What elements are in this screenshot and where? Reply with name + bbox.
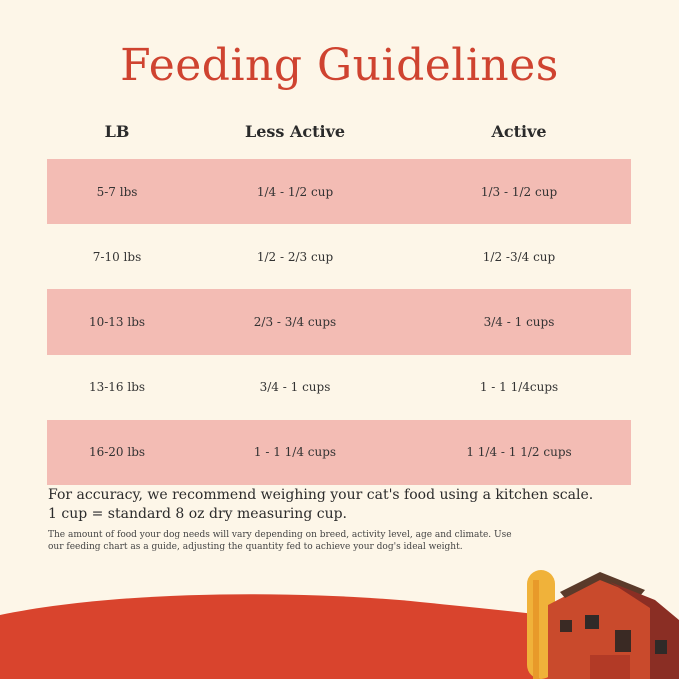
- table-header: [47, 122, 631, 150]
- weight-cell: 13-16 lbs: [88, 380, 146, 395]
- header-less-active: Less Active: [244, 122, 346, 141]
- weight-cell: 10-13 lbs: [88, 314, 146, 329]
- accuracy-note-line1: For accuracy, we recommend weighing your cat's food using a kitchen scale.: [48, 487, 594, 503]
- less-active-cell: 1 - 1 1/4 cups: [253, 445, 337, 460]
- page-title: Feeding Guidelines: [120, 40, 559, 91]
- table-row: [47, 420, 631, 485]
- active-cell: 1 1/4 - 1 1/2 cups: [466, 445, 572, 460]
- less-active-cell: 1/2 - 2/3 cup: [256, 249, 334, 264]
- accuracy-note: [48, 486, 648, 524]
- table-row: [47, 224, 631, 289]
- table-row: [47, 289, 631, 354]
- weight-cell: 5-7 lbs: [96, 184, 138, 199]
- barn-illustration-icon: [527, 570, 679, 679]
- disclaimer-text: The amount of food your dog needs will vary depending on breed, activity level, age and climate. Use our feeding chart as a guide, adjusting the quantity fed to achieve your dog's ideal weight.: [48, 530, 512, 552]
- accuracy-note-line2: 1 cup = standard 8 oz dry measuring cup.: [48, 506, 347, 522]
- less-active-cell: 1/4 - 1/2 cup: [256, 184, 334, 199]
- table-row: [47, 355, 631, 420]
- less-active-cell: 2/3 - 3/4 cups: [253, 314, 337, 329]
- active-cell: 3/4 - 1 cups: [483, 314, 555, 329]
- active-cell: 1/2 -3/4 cup: [482, 249, 556, 264]
- active-cell: 1/3 - 1/2 cup: [480, 184, 558, 199]
- footer-illustration: [0, 560, 679, 679]
- header-lb: LB: [104, 122, 130, 141]
- weight-cell: 16-20 lbs: [88, 445, 146, 460]
- active-cell: 1 - 1 1/4cups: [479, 380, 559, 395]
- table-row: [47, 159, 631, 224]
- less-active-cell: 3/4 - 1 cups: [259, 380, 331, 395]
- weight-cell: 7-10 lbs: [92, 249, 142, 264]
- header-active: Active: [491, 122, 547, 141]
- feeding-table: [47, 159, 631, 485]
